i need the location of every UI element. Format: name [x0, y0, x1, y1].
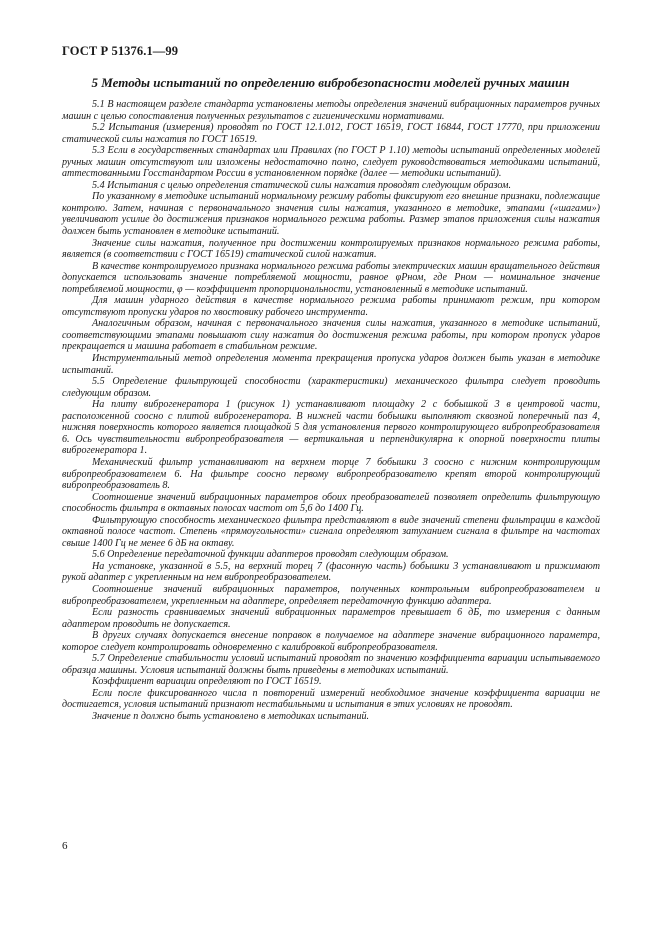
- paragraph-5-5: 5.5 Определение фильтрующей способности (характеристики) механического фильтра следует проводить следующим образом.: [62, 376, 600, 399]
- paragraph-5-7: 5.7 Определение стабильности условий испытаний проводят по значению коэффициента вариации испытываемого образца машины. Условия испытаний должны быть приведены в методиках испытаний.: [62, 653, 600, 676]
- paragraph: Механический фильтр устанавливают на верхнем торце 7 бобышки 3 соосно с нижним контролирующим вибропреобразователем 6. На фильтре соосно первому вибропреобразователю крепят второй контролирующий вибропреобразователь 8.: [62, 456, 600, 492]
- paragraph: Коэффициент вариации определяют по ГОСТ 16519.: [92, 676, 322, 688]
- page-number: 6: [62, 840, 68, 852]
- paragraph: В других случаях допускается внесение поправок в получаемое на адаптере значение вибрационного параметра, которое следует контролировать одновременно с калибровкой вибропреобразователя.: [62, 630, 600, 653]
- paragraph: Соотношение значений вибрационных параметров обоих преобразователей позволяет определить фильтрующую способность фильтра в октавных полосах частот от 5,6 до 1400 Гц.: [62, 491, 600, 515]
- paragraph: Соотношение значений вибрационных параметров, полученных контрольным вибропреобразователем и вибропреобразователем, укрепленным на адаптере, определяет передаточную функцию адаптера.: [62, 583, 600, 607]
- paragraph: На плиту виброгенератора 1 (рисунок 1) устанавливают площадку 2 с бобышкой 3 в центровой части, расположенной соосно с плитой виброгенератора. В нижней части бобышки выполняют сквозной поперечный паз 4, нижняя поверхность которого является площадкой 5 для установления первого контролирующего вибропреобразователя 6. Ось чувствительности вибропреобразователя — вертикальная и перпендикулярна к опорной поверхности плиты виброгенератора 1.: [62, 399, 600, 457]
- body-text: [62, 99, 600, 723]
- paragraph-5-1: 5.1 В настоящем разделе стандарта установлены методы определения значений вибрационных параметров ручных машин с целью сопоставления полученных результатов с гигиеническими нормативами.: [62, 99, 600, 122]
- paragraph: Аналогичным образом, начиная с первоначального значения силы нажатия, указанного в методике испытаний, соответствующими этапами повышают силу нажатия до достижения режима работы, при котором пропуск ударов прекращается и машина работает в стабильном режиме.: [62, 318, 600, 353]
- paragraph-5-3: 5.3 Если в государственных стандартах или Правилах (по ГОСТ Р 1.10) методы испытаний определенных моделей ручных машин отсутствуют или изложены недостаточно полно, следует руководствоваться методиками испытаний, аттестованными Госстандартом России в установленном порядке (далее — методики испытаний).: [62, 145, 600, 180]
- paragraph-5-6: 5.6 Определение передаточной функции адаптеров проводят следующим образом.: [92, 549, 449, 561]
- paragraph: Если после фиксированного числа n повторений измерений необходимое значение коэффициента вариации не достигается, условия испытаний признают нестабильными и испытания в этих условиях не проводят.: [62, 687, 600, 711]
- paragraph: Инструментальный метод определения момента прекращения пропуска ударов должен быть указан в методике испытаний.: [62, 353, 600, 376]
- paragraph-5-4: 5.4 Испытания с целью определения статической силы нажатия проводят следующим образом.: [92, 179, 511, 191]
- paragraph: Значение n должно быть установлено в методиках испытаний.: [92, 710, 370, 722]
- paragraph: Значение силы нажатия, полученное при достижении контролируемых признаков нормального режима работы, является (в соответствии с ГОСТ 16519) статической силой нажатия.: [62, 237, 600, 261]
- section-title: 5 Методы испытаний по определению вибробезопасности моделей ручных машин: [91, 75, 570, 90]
- paragraph: Если разность сравниваемых значений вибрационных параметров превышает 6 дБ, то измерения с данным адаптером проводить не допускается.: [62, 607, 600, 630]
- document-header: ГОСТ Р 51376.1—99: [62, 44, 179, 58]
- paragraph: Фильтрующую способность механического фильтра представляют в виде значений степени фильтрации в каждой октавной полосе частот. Степень «прямоугольности» сигнала определяют затуханием сигнала в фильтре на частотах свыше 1400 Гц не менее 6 дБ на октаву.: [62, 514, 600, 549]
- paragraph-5-2: 5.2 Испытания (измерения) проводят по ГОСТ 12.1.012, ГОСТ 16519, ГОСТ 16844, ГОСТ 17770, при приложении статической силы нажатия по ГОСТ 16519.: [62, 122, 600, 145]
- paragraph: Для машин ударного действия в качестве нормального режима работы принимают режим, при котором отсутствуют пропуски ударов по хвостовику рабочего инструмента.: [62, 295, 600, 318]
- paragraph: В качестве контролируемого признака нормального режима работы электрических машин вращательного действия допускается использовать значение потребляемой мощности, равное φPном, где Pном — номинальное значение потребляемой мощности, φ — коэффициент пропорциональности, установленный в методике испытаний.: [62, 260, 600, 295]
- paragraph: По указанному в методике испытаний нормальному режиму работы фиксируют его внешние признаки, подлежащие контролю. Затем, начиная с первоначального значения силы нажатия, указанного в методике, этапами («шагами») увеличивают усилие до достижения признаков нормального режима работы. Размер этапов приложения силы нажатия должен быть установлен в методике испытаний.: [62, 191, 600, 238]
- paragraph: На установке, указанной в 5.5, на верхний торец 7 (фасонную часть) бобышки 3 устанавливают и прижимают рукой адаптер с укрепленным на нем вибропреобразователем.: [62, 560, 600, 584]
